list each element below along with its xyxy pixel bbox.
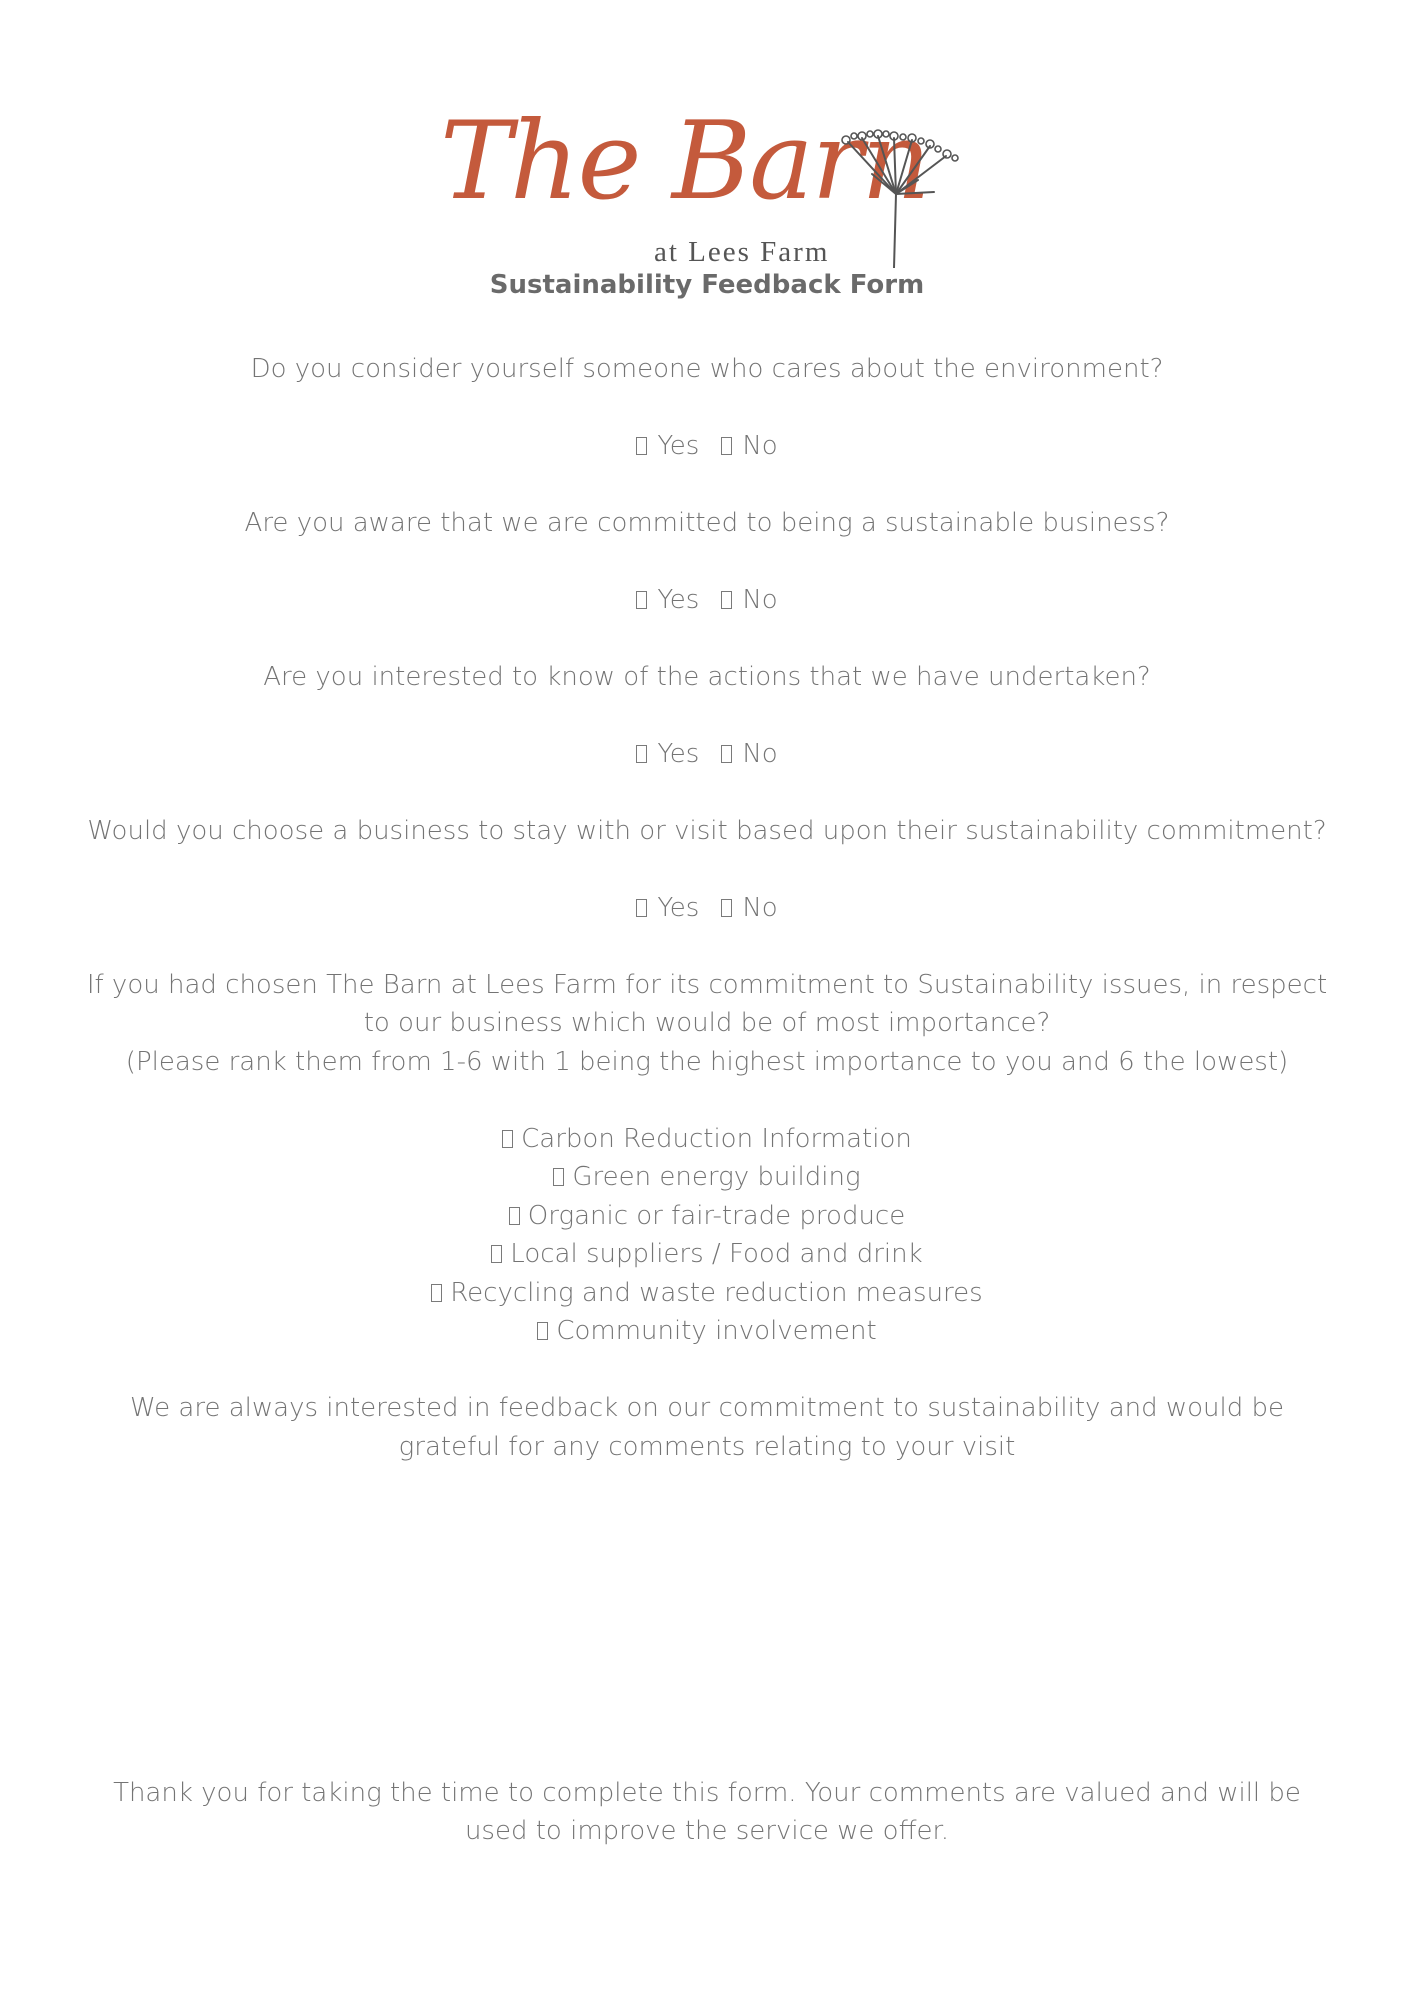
question-2-options xyxy=(0,581,1414,619)
cow-parsley-flower-icon xyxy=(834,128,974,268)
no-label: No xyxy=(742,431,778,461)
question-2-text: Are you aware that we are committed to being a sustainable business? xyxy=(244,508,1170,538)
ranking-intro-line-3: (Please rank them from 1-6 with 1 being the highest importance to you and 6 the lowest) xyxy=(125,1047,1289,1077)
question-1-no-option[interactable] xyxy=(721,427,777,465)
rank-item-label: Community involvement xyxy=(556,1316,877,1346)
thanks-line-2: used to improve the service we offer. xyxy=(464,1816,950,1846)
yes-label: Yes xyxy=(657,739,700,769)
rank-checkbox-icon[interactable] xyxy=(431,1284,442,1302)
rank-item xyxy=(0,1158,1414,1196)
checkbox-icon[interactable] xyxy=(636,745,647,763)
rank-checkbox-icon[interactable] xyxy=(537,1322,548,1340)
question-3-yes-option[interactable] xyxy=(636,735,699,773)
question-4-options xyxy=(0,889,1414,927)
checkbox-icon[interactable] xyxy=(636,437,647,455)
logo-subtitle: at Lees Farm xyxy=(654,236,830,268)
thanks-line-1: Thank you for taking the time to complete this form. Your comments are valued and will be xyxy=(113,1778,1301,1808)
rank-item xyxy=(0,1235,1414,1273)
question-2-no-option[interactable] xyxy=(721,581,777,619)
rank-item-label: Organic or fair-trade produce xyxy=(527,1201,906,1231)
rank-item-label: Carbon Reduction Information xyxy=(521,1124,912,1154)
question-1-yes-option[interactable] xyxy=(636,427,699,465)
feedback-prompt-line-1: We are always interested in feedback on our commitment to sustainability and would be xyxy=(129,1393,1285,1423)
question-1-text: Do you consider yourself someone who cares about the environment? xyxy=(250,354,1164,384)
question-4-no-option[interactable] xyxy=(721,889,777,927)
rank-item-label: Recycling and waste reduction measures xyxy=(450,1278,983,1308)
ranking-intro-line-1: If you had chosen The Barn at Lees Farm for its commitment to Sustainability issues, in respect xyxy=(86,970,1328,1000)
rank-checkbox-icon[interactable] xyxy=(491,1245,502,1263)
question-4-text: Would you choose a business to stay with or visit based upon their sustainability commitment? xyxy=(87,816,1327,846)
question-3-text: Are you interested to know of the actions that we have undertaken? xyxy=(263,662,1151,692)
question-3-no-option[interactable] xyxy=(721,735,777,773)
checkbox-icon[interactable] xyxy=(636,899,647,917)
barn-logo xyxy=(440,99,1000,278)
rank-item-label: Local suppliers / Food and drink xyxy=(510,1239,923,1269)
question-3-options xyxy=(0,735,1414,773)
rank-checkbox-icon[interactable] xyxy=(502,1130,513,1148)
no-label: No xyxy=(742,585,778,615)
checkbox-icon[interactable] xyxy=(721,591,732,609)
logo-script-text: The Barn xyxy=(440,99,929,224)
rank-item xyxy=(0,1197,1414,1235)
rank-checkbox-icon[interactable] xyxy=(509,1207,520,1225)
rank-item-label: Green energy building xyxy=(572,1162,861,1192)
form-title: Sustainability Feedback Form xyxy=(489,270,925,300)
no-label: No xyxy=(742,739,778,769)
rank-item xyxy=(0,1274,1414,1312)
checkbox-icon[interactable] xyxy=(721,899,732,917)
checkbox-icon[interactable] xyxy=(721,437,732,455)
checkbox-icon[interactable] xyxy=(721,745,732,763)
yes-label: Yes xyxy=(657,585,700,615)
rank-item xyxy=(0,1312,1414,1350)
question-1-options xyxy=(0,427,1414,465)
question-4-yes-option[interactable] xyxy=(636,889,699,927)
feedback-prompt-line-2: grateful for any comments relating to your visit xyxy=(398,1432,1016,1462)
rank-checkbox-icon[interactable] xyxy=(553,1168,564,1186)
yes-label: Yes xyxy=(657,893,700,923)
rank-item xyxy=(0,1120,1414,1158)
ranking-intro-line-2: to our business which would be of most importance? xyxy=(363,1008,1051,1038)
no-label: No xyxy=(742,893,778,923)
question-2-yes-option[interactable] xyxy=(636,581,699,619)
yes-label: Yes xyxy=(657,431,700,461)
checkbox-icon[interactable] xyxy=(636,591,647,609)
